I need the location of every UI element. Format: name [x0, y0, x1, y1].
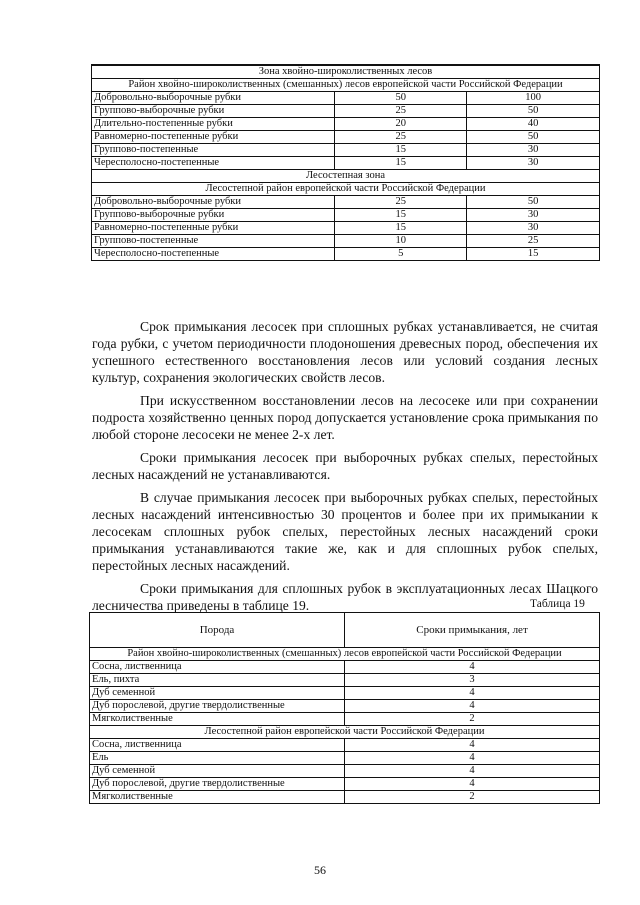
table-row: Группово-выборочные рубки 15 30: [92, 209, 600, 222]
table-row: Ель, пихта 3: [90, 674, 600, 687]
paragraph: Сроки примыкания лесосек при выборочных рубках спелых, перестойных лесных насаждений не устанавливаются.: [92, 450, 598, 482]
table-row: Сосна, лиственница 4: [90, 739, 600, 752]
zone-title: Лесостепная зона: [92, 170, 600, 183]
table-row: Дуб порослевой, другие твердолиственные 4: [90, 778, 600, 791]
paragraph: В случае примыкания лесосек при выборочных рубках спелых, перестойных лесных насаждений интенсивностью 30 процентов и более при их примыкании к лесосекам сплошных рубок спелых, перестойных лесных насаждений сроки примыкания устанавливаются такие же, как и для сплошных рубок спелых, перестойных лесных насаждений.: [92, 490, 598, 573]
table-row: Сосна, лиственница 4: [90, 661, 600, 674]
page-number: 56: [314, 863, 326, 877]
table-19: [89, 612, 600, 804]
table-row: Ель 4: [90, 752, 600, 765]
cutting-methods-table: [91, 64, 600, 261]
table-row: Добровольно-выборочные рубки 50 100: [92, 92, 600, 105]
paragraph: При искусственном восстановлении лесов на лесосеке или при сохранении подроста хозяйственно ценных пород допускается установление срока примыкания по любой стороне лесосеки не менее 2-х лет.: [92, 393, 598, 442]
paragraph: Сроки примыкания для сплошных рубок в эксплуатационных лесах Шацкого лесничества приведены в таблице 19.: [92, 581, 598, 613]
table-row: Чересполосно-постепенные 15 30: [92, 157, 600, 170]
region-title: Лесостепной район европейской части Российской Федерации: [92, 183, 600, 196]
table-row: Мягколиственные 2: [90, 713, 600, 726]
table-row: Равномерно-постепенные рубки 25 50: [92, 131, 600, 144]
zone-title: Зона хвойно-широколиственных лесов: [92, 65, 600, 79]
table-row: Длительно-постепенные рубки 20 40: [92, 118, 600, 131]
table-row: Равномерно-постепенные рубки 15 30: [92, 222, 600, 235]
table-row: Мягколиственные 2: [90, 791, 600, 804]
table-row: Дуб семенной 4: [90, 765, 600, 778]
table-caption: Таблица 19: [530, 598, 585, 610]
header-species: Порода: [90, 613, 345, 648]
region-title: Район хвойно-широколиственных (смешанных) лесов европейской части Российской Федерации: [90, 648, 600, 661]
region-title: Район хвойно-широколиственных (смешанных) лесов европейской части Российской Федерации: [92, 79, 600, 92]
table-row: Дуб семенной 4: [90, 687, 600, 700]
table-row: Группово-выборочные рубки 25 50: [92, 105, 600, 118]
table-row: Группово-постепенные 15 30: [92, 144, 600, 157]
body-text: [92, 318, 598, 614]
table-row: Группово-постепенные 10 25: [92, 235, 600, 248]
table-row: Дуб порослевой, другие твердолиственные 4: [90, 700, 600, 713]
header-terms: Сроки примыкания, лет: [345, 613, 600, 648]
region-title: Лесостепной район европейской части Российской Федерации: [90, 726, 600, 739]
table-row: Чересполосно-постепенные 5 15: [92, 248, 600, 261]
paragraph: Срок примыкания лесосек при сплошных рубках устанавливается, не считая года рубки, с учетом периодичности плодоношения древесных пород, обеспечения их успешного естественного восстановления лесов или условий создания лесных культур, сохранения экологических свойств лесов.: [92, 319, 598, 385]
table-row: Добровольно-выборочные рубки 25 50: [92, 196, 600, 209]
